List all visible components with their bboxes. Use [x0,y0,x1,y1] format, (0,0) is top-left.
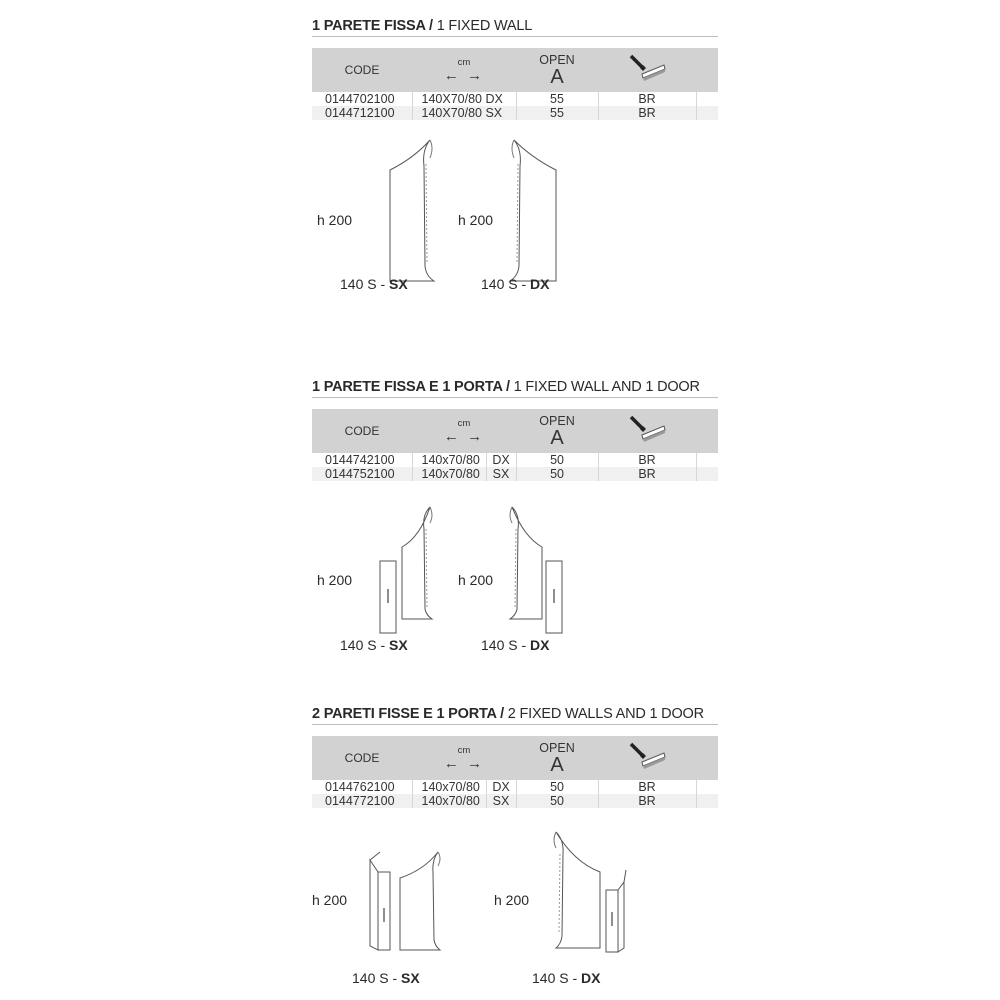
cell-size: 140x70/80 [412,453,486,467]
height-label: h 200 [317,572,353,588]
two-walls-door-sx-drawing [366,850,456,960]
header-width: cm ← → [412,736,516,780]
product-table [312,736,718,808]
table-row [312,453,718,467]
table-row [312,780,718,794]
cell-open: 50 [516,794,598,808]
cell-side: DX [486,780,516,794]
header-code: CODE [312,409,412,453]
two-walls-door-dx-drawing [550,828,640,958]
section-fixed-wall-and-door [312,379,720,659]
cell-size: 140X70/80 SX [412,106,516,120]
cell-profile: BR [598,106,696,120]
cell-open: 50 [516,453,598,467]
cell-size: 140X70/80 DX [412,92,516,106]
cell-code: 0144712100 [312,106,412,120]
header-open: OPEN A [516,409,598,453]
product-table [312,48,718,120]
cell-blank [696,92,718,106]
wall-door-dx-drawing [502,503,582,643]
header-open: OPEN A [516,736,598,780]
cell-profile: BR [598,780,696,794]
section-two-walls-and-door [312,706,720,998]
height-label: h 200 [458,212,494,228]
fixed-wall-sx-drawing [384,136,444,286]
header-width: cm ← → [412,48,516,92]
section-title [312,18,532,34]
cell-side: SX [486,794,516,808]
cell-open: 55 [516,106,598,120]
height-label: h 200 [458,572,494,588]
cell-open: 50 [516,780,598,794]
cell-side: SX [486,467,516,481]
cell-size: 140x70/80 [412,467,486,481]
cell-code: 0144702100 [312,92,412,106]
cell-profile: BR [598,794,696,808]
header-width: cm ← → [412,409,516,453]
section-title [312,379,700,395]
section-title-rest: 1 FIXED WALL [432,18,533,34]
figure-caption: 140 S - DX [481,276,550,292]
section-title-bold: 1 PARETE FISSA / [312,18,433,34]
title-rule [312,724,718,725]
header-blank [696,409,718,453]
cell-open: 55 [516,92,598,106]
cell-profile: BR [598,453,696,467]
fixed-wall-dx-drawing [504,136,564,286]
height-label: h 200 [317,212,353,228]
cell-profile: BR [598,467,696,481]
profile-bar-icon [598,736,696,780]
cell-code: 0144762100 [312,780,412,794]
header-blank [696,48,718,92]
cell-side: DX [486,453,516,467]
cell-blank [696,467,718,481]
section-fixed-wall [312,18,720,318]
table-row [312,106,718,120]
cell-code: 0144752100 [312,467,412,481]
cell-blank [696,453,718,467]
cell-blank [696,780,718,794]
table-header [312,48,718,92]
cell-code: 0144742100 [312,453,412,467]
cell-open: 50 [516,467,598,481]
section-title [312,706,704,722]
table-row [312,794,718,808]
section-title-rest: 1 FIXED WALL AND 1 DOOR [509,379,700,395]
section-title-rest: 2 FIXED WALLS AND 1 DOOR [503,706,704,722]
wall-door-sx-drawing [374,503,454,643]
figure-caption: 140 S - DX [481,637,550,653]
height-label: h 200 [312,892,348,908]
cell-blank [696,106,718,120]
section-title-bold: 1 PARETE FISSA E 1 PORTA / [312,379,510,395]
cell-code: 0144772100 [312,794,412,808]
profile-bar-icon [598,409,696,453]
width-arrows-icon: ← → [443,428,485,445]
header-open: OPEN A [516,48,598,92]
figure-caption: 140 S - DX [532,970,601,986]
width-arrows-icon: ← → [443,755,485,772]
section-title-bold: 2 PARETI FISSE E 1 PORTA / [312,706,504,722]
title-rule [312,397,718,398]
cell-blank [696,794,718,808]
header-code: CODE [312,736,412,780]
header-blank [696,736,718,780]
table-header [312,409,718,453]
height-label: h 200 [494,892,530,908]
table-header [312,736,718,780]
title-rule [312,36,718,37]
figure-caption: 140 S - SX [340,637,408,653]
figure-caption: 140 S - SX [340,276,408,292]
header-code: CODE [312,48,412,92]
width-arrows-icon: ← → [443,67,485,84]
figure-caption: 140 S - SX [352,970,420,986]
cell-size: 140x70/80 [412,794,486,808]
profile-bar-icon [598,48,696,92]
cell-profile: BR [598,92,696,106]
table-row [312,92,718,106]
table-row [312,467,718,481]
cell-size: 140x70/80 [412,780,486,794]
product-table [312,409,718,481]
